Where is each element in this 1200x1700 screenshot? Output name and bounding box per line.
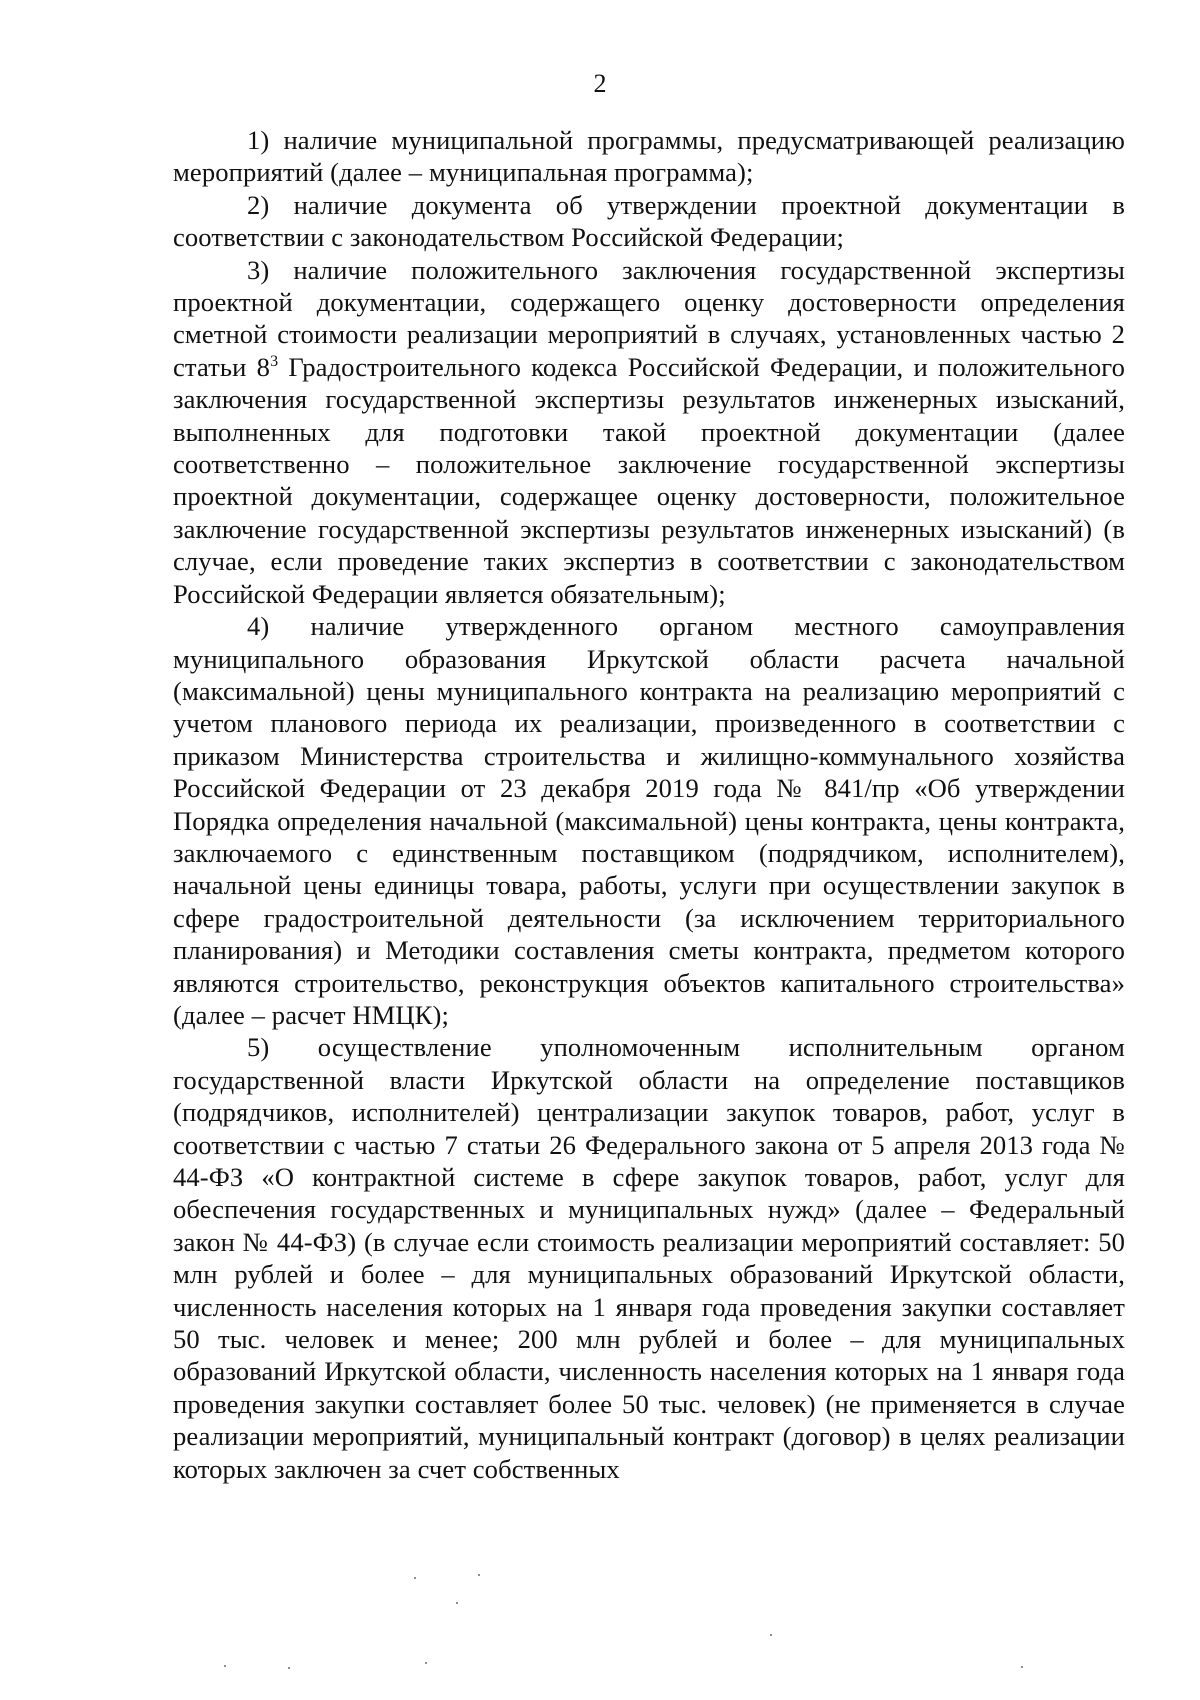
scan-speck: [770, 1634, 772, 1636]
article-superscript: 3: [270, 352, 279, 370]
paragraph-item-5: 5) осуществление уполномоченным исполнительным органом государственной власти Иркутской области на определение поставщиков (подрядчиков, исполнителей) централизации закупок товаров, работ, услуг в соответствии с частью 7 статьи 26 Федерального закона от 5 апреля 2013 года № 44-ФЗ «О контрактной системе в сфере закупок товаров, работ, услуг для обеспечения государственных и муниципальных нужд» (далее – Федеральный закон № 44-ФЗ) (в случае если стоимость реализации мероприятий составляет: 50 млн рублей и более – для муниципальных образований Иркутской области, численность населения которых на 1 января года проведения закупки составляет 50 тыс. человек и менее; 200 млн рублей и более – для муниципальных образований Иркутской области, численность населения которых на 1 января года проведения закупки составляет более 50 тыс. человек) (не применяется в случае реализации мероприятий, муниципальный контракт (договор) в целях реализации которых заключен за счет собственных: [173, 1032, 1125, 1484]
paragraph-3-text-start: 3) наличие положительного заключения государственной экспертизы проектной документации, содержащего оценку достоверности определения сметной стоимости реализации мероприятий в случаях, установленных частью 2 статьи 8: [173, 254, 1125, 382]
paragraph-item-2: 2) наличие документа об утверждении проектной документации в соответствии с законодательством Российской Федерации;: [173, 189, 1125, 253]
scan-speck: [456, 1602, 458, 1604]
scan-speck: [425, 1662, 427, 1664]
scan-speck: [478, 1574, 480, 1576]
scan-speck: [414, 1577, 416, 1579]
paragraph-3-text-end: Градостроительного кодекса Российской Федерации, и положительного заключения государственной экспертизы результатов инженерных изысканий, выполненных для подготовки такой проектной документации (далее соответственно – положительное заключение государственной экспертизы проектной документации, содержащее оценку достоверности, положительное заключение государственной экспертизы результатов инженерных изысканий) (в случае, если проведение таких экспертиз в соответствии с законодательством Российской Федерации является обязательным);: [173, 351, 1126, 609]
document-body: [173, 124, 1125, 1485]
scan-speck: [1021, 1666, 1023, 1668]
scan-speck: [224, 1665, 226, 1667]
scan-speck: [288, 1667, 290, 1669]
paragraph-item-3: [173, 254, 1125, 610]
paragraph-item-1: 1) наличие муниципальной программы, предусматривающей реализацию мероприятий (далее – муниципальная программа);: [173, 125, 1125, 188]
paragraph-item-4: 4) наличие утвержденного органом местного самоуправления муниципального образования Иркутской области расчета начальной (максимальной) цены муниципального контракта на реализацию мероприятий с учетом планового периода их реализации, произведенного в соответствии с приказом Министерства строительства и жилищно-коммунального хозяйства Российской Федерации от 23 декабря 2019 года № 841/пр «Об утверждении Порядка определения начальной (максимальной) цены контракта, цены контракта, заключаемого с единственным поставщиком (подрядчиком, исполнителем), начальной цены единицы товара, работы, услуги при осуществлении закупок в сфере градостроительной деятельности (за исключением территориального планирования) и Методики составления сметы контракта, предметом которого являются строительство, реконструкция объектов капитального строительства» (далее – расчет НМЦК);: [173, 611, 1125, 1030]
page-number: 2: [593, 69, 607, 98]
